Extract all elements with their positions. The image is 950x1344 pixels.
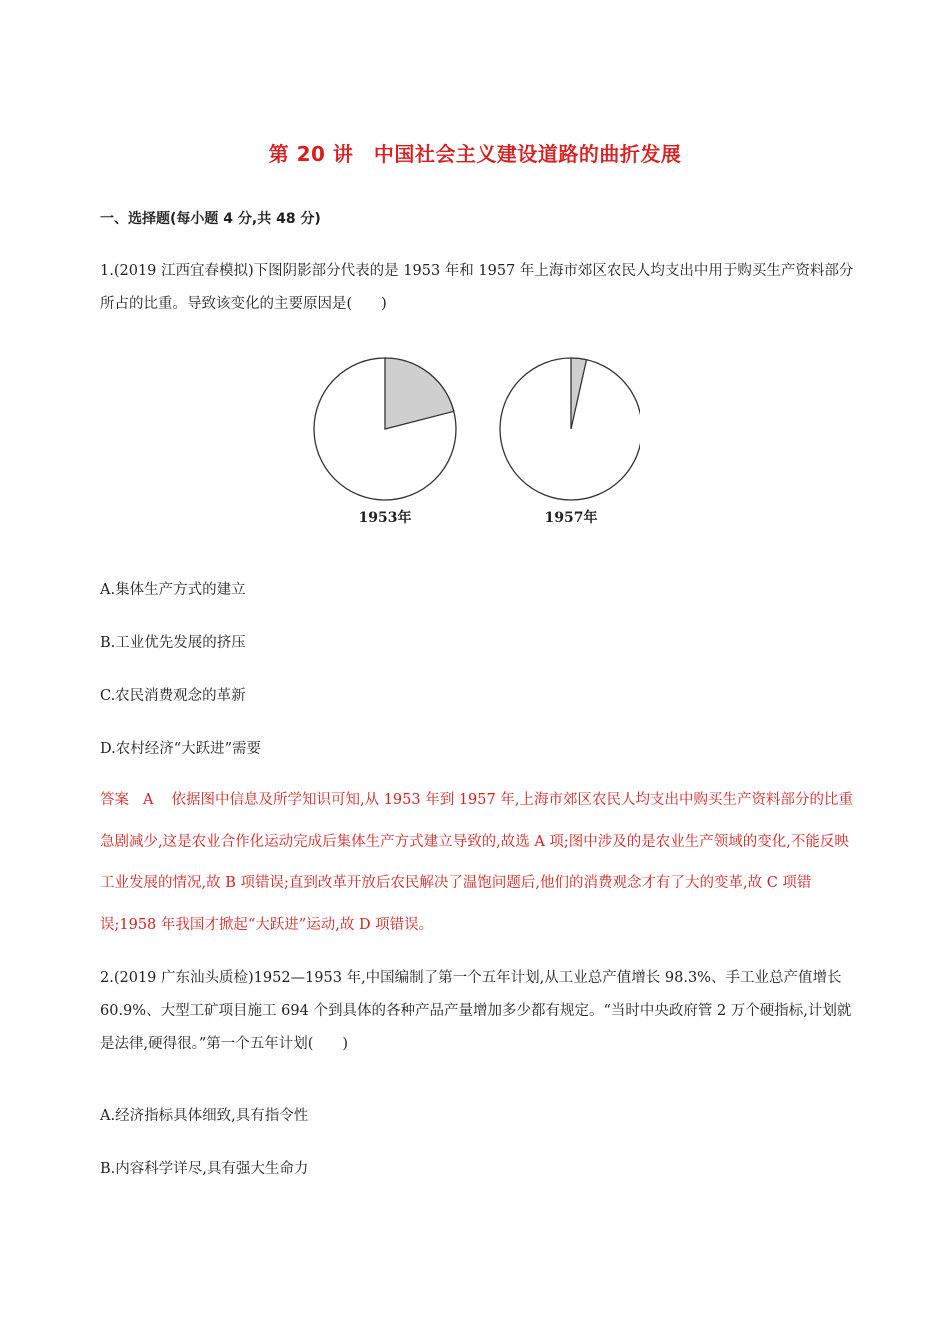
question-1-text: 1.(2019 江西宜春模拟)下图阴影部分代表的是 1953 年和 1957 年上海市郊区农民人均支出中用于购买生产资料部分所占的比重。导致该变化的主要原因是( ): [100, 263, 854, 312]
q1-option-a: A.集体生产方式的建立: [100, 582, 246, 598]
pie-slice-rest: [500, 358, 640, 500]
question-2-text: 2.(2019 广东汕头质检)1952—1953 年,中国编制了第一个五年计划,从工业总产值增长 98.3%、手工业总产值增长 60.9%、大型工矿项目施工 694 个到具体的各种产品产量增加多少都有规定。“当时中央政府管 2 万个硬指标,计划就是法律,硬得很。”第一个五年计划( ): [100, 970, 852, 1052]
pie-label-1957: 1957年: [544, 510, 598, 526]
pie-chart-1957: [500, 358, 640, 500]
q1-option-d: D.农村经济“大跃进”需要: [100, 741, 262, 757]
answer-key: A: [143, 792, 154, 808]
pie-chart-1953: [314, 358, 456, 500]
section-heading: 一、选择题(每小题 4 分,共 48 分): [100, 211, 321, 227]
answer-label: 答案: [100, 792, 129, 808]
q1-option-b: B.工业优先发展的挤压: [100, 635, 246, 651]
q2-option-b: B.内容科学详尽,具有强大生命力: [100, 1161, 309, 1177]
pie-charts-figure: [300, 350, 640, 535]
pie-label-1953: 1953年: [358, 510, 412, 526]
answer-explanation: 依据图中信息及所学知识可知,从 1953 年到 1957 年,上海市郊区农民人均支出中购买生产资料部分的比重急剧减少,这是农业合作化运动完成后集体生产方式建立导致的,故选 A 项;图中涉及的是农业生产领域的变化,不能反映工业发展的情况,故 B 项错误;直到改革开放后农民解决了温饱问题后,他们的消费观念才有了大的变革,故 C 项错误;1958 年我国才掀起“大跃进”运动,故 D 项错误。: [100, 792, 853, 933]
q1-option-c: C.农民消费观念的革新: [100, 688, 246, 704]
page-title: 第 20 讲 中国社会主义建设道路的曲折发展: [268, 142, 682, 166]
q1-answer: [100, 780, 860, 946]
q2-option-a: A.经济指标具体细致,具有指令性: [100, 1108, 309, 1124]
